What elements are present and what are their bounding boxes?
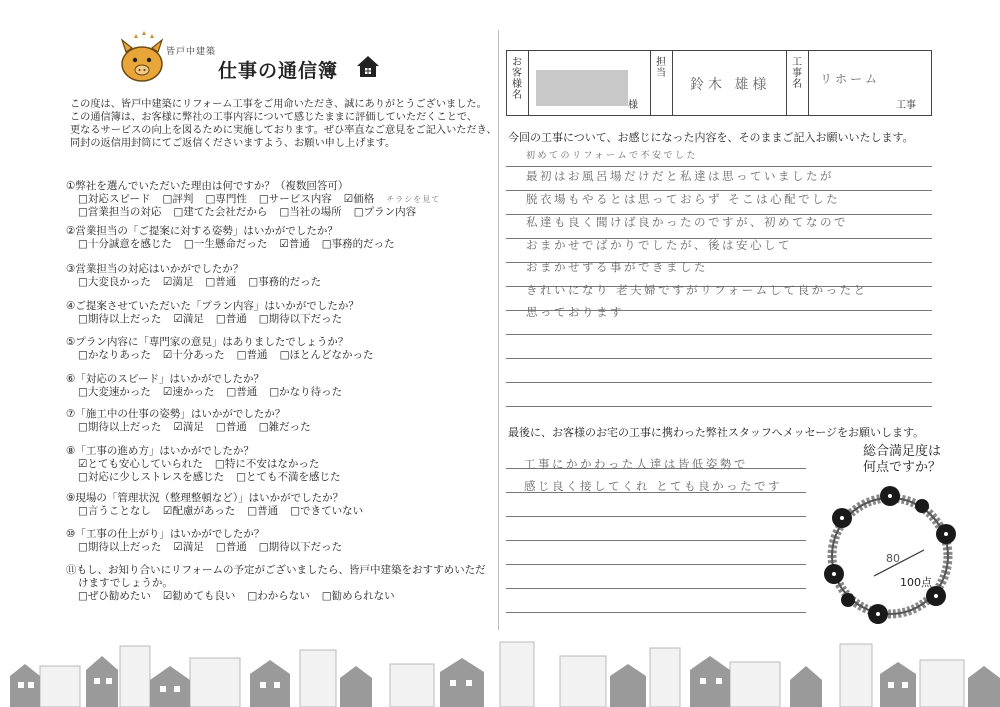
question-9 <box>66 492 375 518</box>
option-checkbox[interactable]: ☑普通 <box>279 238 310 250</box>
question-10 <box>66 528 354 554</box>
handwritten-note: チラシを見て <box>386 195 441 204</box>
customer-label: お客様名 <box>512 57 522 101</box>
option-checkbox[interactable]: □事務的だった <box>321 238 395 250</box>
option-checkbox[interactable]: □かなり待った <box>269 386 343 398</box>
intro-line: この通信簿は、お客様に弊社の工事内容について感じたままに評価していただくことで、 <box>70 112 478 123</box>
kouji-label: 工事 <box>896 100 916 111</box>
answer-row <box>66 313 359 326</box>
satisfaction-title-line: 何点ですか？ <box>862 460 941 475</box>
answer-row <box>66 238 407 251</box>
option-checkbox[interactable]: □普通 <box>215 313 247 325</box>
impressions-lines[interactable] <box>506 148 932 408</box>
question-title: ⑩「工事の仕上がり」はいかがでしたか？ <box>66 528 265 540</box>
question-title: ⑨現場の「管理状況（整理整頓など）」はいかがでしたか？ <box>66 492 344 504</box>
boar-mascot-logo <box>112 30 172 86</box>
kind-label-cell <box>787 51 809 115</box>
option-checkbox[interactable]: ☑十分あった <box>162 349 225 361</box>
impression-line: きれいになり 老夫婦ですがリフォームして良かったと <box>526 283 868 297</box>
ruled-line <box>506 166 932 167</box>
center-divider <box>498 30 499 630</box>
option-checkbox[interactable]: □勧められない <box>321 590 395 602</box>
document-title: 仕事の通信簿 <box>218 60 339 82</box>
intro-line: 同封の返信用封筒にてご返信くださいますよう、お願い申し上げます。 <box>70 138 396 149</box>
option-checkbox[interactable]: ☑満足 <box>173 313 204 325</box>
option-checkbox[interactable]: ☑速かった <box>162 386 215 398</box>
option-checkbox[interactable]: □ほとんどなかった <box>279 349 374 361</box>
honorific-sama: 様 <box>628 100 638 111</box>
question-3 <box>66 263 333 289</box>
ruled-line <box>506 358 932 359</box>
option-checkbox[interactable]: □営業担当の対応 <box>78 206 162 218</box>
intro-line: 更なるサービスの向上を図るために実施しております。ぜひ率直なご意見をご記入いただき、 <box>70 125 497 136</box>
option-checkbox[interactable]: □普通 <box>215 421 247 433</box>
ruled-line <box>506 382 932 383</box>
option-checkbox[interactable]: □普通 <box>205 276 237 288</box>
customer-label-cell <box>507 51 529 115</box>
impression-line: おまかせする事ができました <box>526 260 708 274</box>
option-checkbox[interactable]: ☑満足 <box>173 541 204 553</box>
question-title: ⑪もし、お知り合いにリフォームの予定がございましたら、皆戸中建築をおすすめいただ <box>66 564 486 576</box>
option-checkbox[interactable]: □期待以上だった <box>78 421 162 433</box>
question-8 <box>66 445 353 484</box>
option-checkbox[interactable]: □期待以上だった <box>78 313 162 325</box>
option-checkbox[interactable]: □特に不安はなかった <box>214 458 320 470</box>
impression-line: 最初はお風呂場だけだと私達は思っていましたが <box>526 169 834 183</box>
option-checkbox[interactable]: □対応に少しストレスを感じた <box>78 471 225 483</box>
option-checkbox[interactable]: □対応スピード <box>78 193 151 205</box>
option-checkbox[interactable]: ☑とても安心していられた <box>78 458 203 470</box>
option-checkbox[interactable]: □とても不満を感じた <box>236 471 341 483</box>
answer-row <box>66 458 353 471</box>
satisfaction-max: 100点 <box>900 576 932 589</box>
option-checkbox[interactable]: □できていない <box>290 505 364 517</box>
answer-row <box>66 590 486 603</box>
impressions-title: 今回の工事について、お感じになった内容を、そのままご記入お願いいたします。 <box>508 131 914 144</box>
town-skyline-illustration <box>0 636 1000 707</box>
option-checkbox[interactable]: □普通 <box>236 349 268 361</box>
question-title: ②営業担当の「ご提案に対する姿勢」はいかがでしたか？ <box>66 225 338 237</box>
satisfaction-title <box>852 444 952 476</box>
question-title: ⑦「施工中の仕事の姿勢」はいかがでしたか？ <box>66 408 286 420</box>
option-checkbox[interactable]: □期待以下だった <box>258 313 343 325</box>
work-kind-handwritten: リホーム <box>820 72 881 86</box>
option-checkbox[interactable]: □十分誠意を感じた <box>78 238 172 250</box>
impression-line: おまかせでばかりでしたが、後は安心して <box>526 238 792 252</box>
option-checkbox[interactable]: □サービス内容 <box>258 193 332 205</box>
option-checkbox[interactable]: □ぜひ勧めたい <box>78 590 151 602</box>
ruled-line <box>506 540 806 541</box>
question-title: ⑤プラン内容に「専門家の意見」はありましたでしょうか？ <box>66 336 349 348</box>
message-line: 感じ良く接してくれ とても良かったです <box>524 479 783 493</box>
question-7 <box>66 408 323 434</box>
question-1 <box>66 180 440 219</box>
impression-line: 初めてのリフォームで不安でした <box>526 151 699 161</box>
ruled-line <box>506 516 806 517</box>
answer-row <box>66 193 440 206</box>
answer-row <box>66 276 333 289</box>
ruled-line <box>506 612 806 613</box>
option-checkbox[interactable]: □大変良かった <box>78 276 151 288</box>
option-checkbox[interactable]: □当社の場所 <box>279 206 342 218</box>
message-line: 工事にかかわった人達は皆低姿勢で <box>524 457 748 471</box>
staff-label-cell <box>651 51 673 115</box>
ruled-line <box>506 334 932 335</box>
question-5 <box>66 336 385 362</box>
option-checkbox[interactable]: □雑だった <box>258 421 311 433</box>
option-checkbox[interactable]: □言うことなし <box>78 505 151 517</box>
question-title: ⑥「対応のスピード」はいかがでしたか？ <box>66 373 264 385</box>
question-6 <box>66 373 354 399</box>
impression-line: 私達も良く聞けば良かったのですが、初めてなので <box>526 215 848 229</box>
option-checkbox[interactable]: ☑勧めても良い <box>162 590 236 602</box>
option-checkbox[interactable]: □期待以下だった <box>258 541 343 553</box>
option-checkbox[interactable]: □期待以上だった <box>78 541 162 553</box>
ruled-line <box>506 588 806 589</box>
answer-row <box>66 206 440 219</box>
impression-line: 脱衣場もやるとは思っておらず そこは心配でした <box>526 192 841 206</box>
option-checkbox[interactable]: □普通 <box>215 541 247 553</box>
question-4 <box>66 300 359 326</box>
question-title: ④ご提案させていただいた「プラン内容」はいかがでしたか？ <box>66 300 359 312</box>
option-checkbox[interactable]: ☑配慮があった <box>162 505 236 517</box>
option-checkbox[interactable]: □建てた会社だから <box>173 206 268 218</box>
option-checkbox[interactable]: □大変速かった <box>78 386 151 398</box>
option-checkbox[interactable]: □かなりあった <box>78 349 151 361</box>
question-title: ③営業担当の対応はいかがでしたか？ <box>66 263 244 275</box>
intro-paragraph <box>70 98 497 150</box>
house-icon <box>355 53 381 79</box>
option-checkbox[interactable]: □一生懸命だった <box>183 238 268 250</box>
question-2 <box>66 225 407 251</box>
option-checkbox[interactable]: □プラン内容 <box>353 206 417 218</box>
option-checkbox[interactable]: □事務的だった <box>248 276 322 288</box>
answer-row <box>66 349 385 362</box>
question-11 <box>66 564 486 603</box>
intro-line: この度は、皆戸中建築にリフォーム工事をご用命いただき、誠にありがとうございました。 <box>70 99 487 110</box>
ruled-line <box>506 564 806 565</box>
option-checkbox[interactable]: □普通 <box>247 505 279 517</box>
option-checkbox[interactable]: ☑満足 <box>173 421 204 433</box>
option-checkbox[interactable]: □専門性 <box>205 193 247 205</box>
satisfaction-score: 80 <box>886 552 900 565</box>
option-checkbox[interactable]: ☑価格 <box>343 193 375 205</box>
company-name: 皆戸中建築 <box>166 47 217 57</box>
staff-label: 担当 <box>656 57 666 79</box>
option-checkbox[interactable]: □普通 <box>226 386 258 398</box>
option-checkbox[interactable]: ☑満足 <box>162 276 194 288</box>
kind-label: 工事名 <box>792 57 802 90</box>
answer-row <box>66 386 354 399</box>
ruled-line <box>506 406 932 407</box>
option-checkbox[interactable]: □評判 <box>162 193 194 205</box>
impression-line: 思っております <box>526 305 624 319</box>
answer-row <box>66 541 354 554</box>
option-checkbox[interactable]: □わからない <box>247 590 310 602</box>
redacted-customer-name <box>536 70 628 106</box>
answer-row <box>66 577 486 590</box>
satisfaction-title-line: 総合満足度は <box>862 444 941 459</box>
answer-row <box>66 505 375 518</box>
question-title: ①弊社を選んでいただいた理由は何ですか？（複数回答可） <box>66 180 349 192</box>
answer-row <box>66 471 353 484</box>
question-title-continued: けますでしょうか。 <box>78 577 173 589</box>
staff-name-handwritten: 鈴木 雄様 <box>690 77 771 93</box>
question-title: ⑧「工事の進め方」はいかがでしたか？ <box>66 445 254 457</box>
answer-row <box>66 421 323 434</box>
message-title: 最後に、お客様のお宅の工事に携わった弊社スタッフへメッセージをお願いします。 <box>508 426 925 439</box>
